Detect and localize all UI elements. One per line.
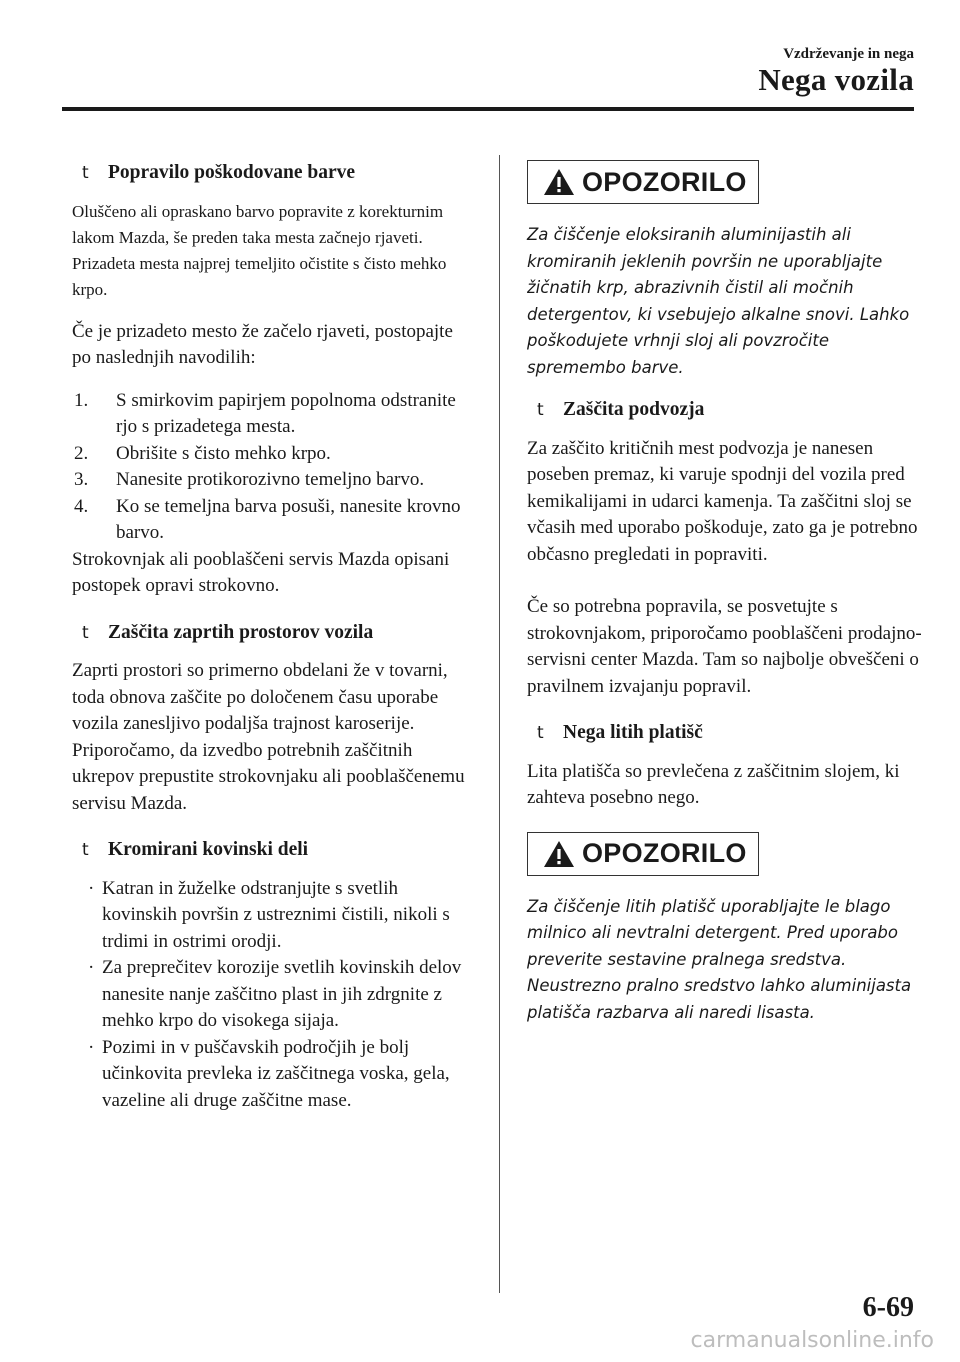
list-dot: · <box>88 1036 95 1058</box>
paragraph: Za zaščito kritičnih mest podvozja je nanesen poseben premaz, ki varuje spodnji del vozila pred kemikalijami in udarci kamenja. Ta zaščitni sloj se včasih med uporabo poškoduje, zato ga je potrebno občasno pregledati in popraviti. <box>527 437 918 565</box>
warning-triangle-icon <box>542 839 576 869</box>
list-item <box>72 388 472 441</box>
section-heading <box>527 397 922 424</box>
step-text: S smirkovim papirjem popolnoma odstranite rjo s prizadetega mesta. <box>116 389 456 437</box>
section-heading <box>72 837 472 864</box>
section-chrome-parts <box>72 837 472 1114</box>
warning-block <box>527 832 922 1027</box>
bullet-list <box>72 876 472 1115</box>
watermark: carmanualsonline.info <box>690 1328 934 1353</box>
section-cavity-protection <box>72 620 472 818</box>
list-item-text: Pozimi in v puščavskih področjih je bolj učinkovita prevleka iz zaščitnega voska, gela, vazeline ali druge zaščitne mase. <box>102 1036 450 1111</box>
step-text: Nanesite protikorozivno temeljno barvo. <box>116 469 425 490</box>
page-title: Nega vozila <box>758 62 914 97</box>
warning-block <box>527 160 922 381</box>
section-paint-repair <box>72 160 472 600</box>
step-text: Obrišite s čisto mehko krpo. <box>116 442 331 464</box>
section-heading-text: Nega litih platišč <box>563 722 703 743</box>
section-bullet-icon: t <box>537 723 544 743</box>
right-column <box>527 160 922 1042</box>
paragraph: Strokovnjak ali pooblaščeni servis Mazda opisani postopek opravi strokovno. <box>72 548 450 596</box>
list-dot: · <box>88 877 95 899</box>
list-item <box>72 441 472 468</box>
warning-triangle-icon <box>542 167 576 197</box>
section-bullet-icon: t <box>82 840 89 860</box>
list-item <box>72 876 472 956</box>
warning-box <box>527 832 759 876</box>
running-header-chapter: Vzdrževanje in nega <box>783 46 914 62</box>
paragraph: Zaprti prostori so primerno obdelani že v tovarni, toda obnova zaščite po določenem času uporabe vozila zanesljivo podaljša trajnost karoserije. <box>72 660 448 734</box>
step-text: Ko se temeljna barva posuši, nanesite krovno barvo. <box>116 495 461 543</box>
column-divider <box>499 155 500 1293</box>
step-number: 2. <box>74 442 89 464</box>
list-item <box>72 955 472 1035</box>
left-column <box>72 160 472 1114</box>
section-alloy-wheels <box>527 720 922 812</box>
list-item <box>72 494 472 547</box>
paragraph: Če je prizadeto mesto že začelo rjaveti, postopajte po naslednjih navodilih: <box>72 320 453 368</box>
step-number: 3. <box>74 469 89 490</box>
step-number: 4. <box>74 495 89 517</box>
section-heading <box>72 620 472 647</box>
list-dot: · <box>88 957 95 978</box>
list-item-text: Za preprečitev korozije svetlih kovinskih delov nanesite nanje zaščitno plast in jih zdrgnite z mehko krpo do visokega sijaja. <box>102 957 462 1031</box>
header-rule <box>62 107 914 111</box>
section-underbody-protection <box>527 397 922 700</box>
section-heading-text: Zaščita podvozja <box>563 399 705 420</box>
section-bullet-icon: t <box>537 400 544 420</box>
section-heading-text: Kromirani kovinski deli <box>108 839 309 860</box>
section-heading <box>72 160 472 187</box>
section-bullet-icon: t <box>82 163 89 183</box>
warning-box <box>527 160 759 204</box>
step-number: 1. <box>74 389 89 411</box>
warning-label: OPOZORILO <box>582 838 747 869</box>
paragraph: Oluščeno ali opraskano barvo popravite z korekturnim lakom Mazda, še preden taka mesta začnejo rjaveti. Prizadeta mesta najprej temeljito očistite s čisto mehko krpo. <box>72 201 447 299</box>
paragraph: Priporočamo, da izvedbo potrebnih zaščitnih ukrepov prepustite strokovnjaku ali pooblaščenemu servisu Mazda. <box>72 739 465 814</box>
section-heading-text: Zaščita zaprtih prostorov vozila <box>108 621 374 643</box>
warning-label: OPOZORILO <box>582 166 747 197</box>
section-bullet-icon: t <box>82 622 89 643</box>
section-heading <box>527 720 922 747</box>
warning-text: Za čiščenje litih platišč uporabljajte le blago milnico ali nevtralni detergent. Pred uporabo preverite sestavine pralnega sredstva. Neustrezno pralno sredstvo lahko aluminijasta platišča razbarva ali naredi lisasta. <box>527 896 912 1022</box>
warning-text: Za čiščenje eloksiranih aluminijastih ali kromiranih jeklenih površin ne uporabljajte žičnatih krp, abrazivnih čistil ali močnih detergentov, ki vsebujejo alkalne snovi. Lahko poškodujete vrhnji sloj ali povzročite spremembo barve. <box>527 225 910 377</box>
list-item <box>72 467 472 494</box>
section-heading-text: Popravilo poškodovane barve <box>108 162 356 183</box>
steps-list <box>72 388 472 547</box>
list-item-text: Katran in žuželke odstranjujte s svetlih kovinskih površin z ustreznimi čistili, nikoli s trdimi in ostrimi orodji. <box>102 877 450 952</box>
list-item <box>72 1035 472 1115</box>
page-number: 6-69 <box>862 1292 914 1323</box>
paragraph: Če so potrebna popravila, se posvetujte s strokovnjakom, priporočamo pooblaščeni prodajno-servisni center Mazda. Tam so najbolje obveščeni o pravilnem izvajanju popravil. <box>527 596 922 697</box>
paragraph: Lita platišča so prevlečena z zaščitnim slojem, ki zahteva posebno nego. <box>527 760 900 808</box>
